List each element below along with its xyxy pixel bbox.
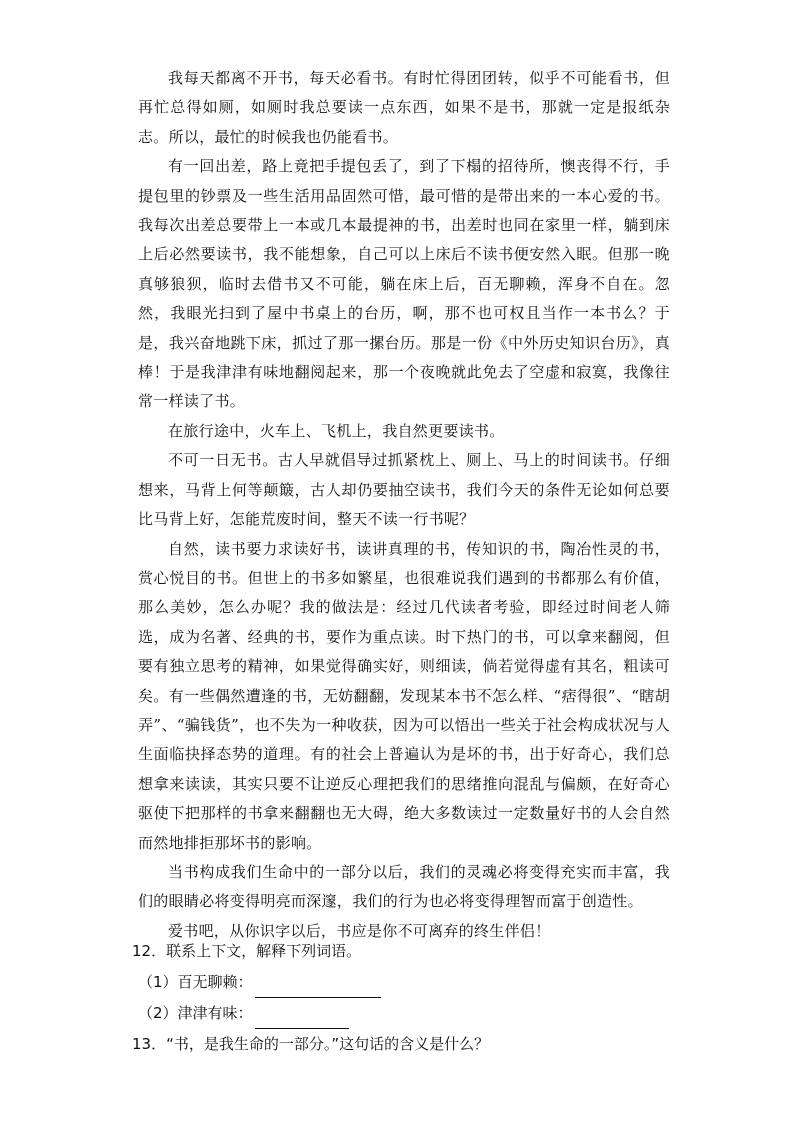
answer-blank-2[interactable] (255, 1008, 349, 1029)
passage-paragraph-7: 爱书吧，从你识字以后，书应是你不可离弃的终生伴侣！ (168, 921, 551, 940)
passage-paragraph-5: 自然，读书要力求读好书，读讲真理的书，传知识的书，陶冶性灵的书，赏心悦目的书。但世上的书多如繁星，也很难说我们遇到的书都那么有价值，那么美妙，怎么办呢？我的做法是：经过几代读者考验，即经过时间老人筛选，成为名著、经典的书，要作为重点读。时下热门的书，可以拿来翻阅，但要有独立思考的精神，如果觉得确实好，则细读，倘若觉得虚有其名，粗读可矣。有一些偶然遭逢的书，无妨翻翻，发现某本书不怎么样、“痞得很”、“瞎胡弄”、“骗钱货”，也不失为一种收获，因为可以悟出一些关于社会构成状况与人生面临抉择态势的道理。有的社会上普遍认为是坏的书，出于好奇心，我们总想拿来读读，其实只要不让逆反心理把我们的思绪推向混乱与偏颇，在好奇心驱使下把那样的书拿来翻翻也无大碍，绝大多数读过一定数量好书的人会自然而然地排拒那坏书的影响。 (138, 539, 670, 852)
passage-paragraph-6: 当书构成我们生命中的一部分以后，我们的灵魂必将变得充实而丰富，我们的眼睛必将变得明亮而深邃，我们的行为也必将变得理智而富于创造性。 (138, 862, 670, 911)
passage-paragraph-3: 在旅行途中，火车上、飞机上，我自然更要读书。 (168, 421, 505, 440)
answer-blank-1[interactable] (255, 977, 381, 998)
question-12-item-2 (132, 998, 692, 1029)
question-12-item-2-label: （2）津津有味： (138, 1004, 253, 1022)
question-12-item-1-label: （1）百无聊赖： (138, 973, 253, 991)
passage-paragraph-2: 有一回出差，路上竟把手提包丢了，到了下榻的招待所，懊丧得不行，手提包里的钞票及一些生活用品固然可惜，最可惜的是带出来的一本心爱的书。我每次出差总要带上一本或几本最提神的书，出差时也同在家里一样，躺到床上后必然要读书，我不能想象，自己可以上床后不读书便安然入眠。但那一晚真够狼狈，临时去借书又不可能，躺在床上后，百无聊赖，浑身不自在。忽然，我眼光扫到了屋中书桌上的台历，啊，那不也可权且当作一本书么？于是，我兴奋地跳下床，抓过了那一摞台历。那是一份《中外历史知识台历》，真棒！于是我津津有味地翻阅起来，那一个夜晚就此免去了空虚和寂寞，我像往常一样读了书。 (138, 157, 670, 411)
passage-paragraph-4: 不可一日无书。古人早就倡导过抓紧枕上、厕上、马上的时间读书。仔细想来，马背上何等颠簸，古人却仍要抽空读书，我们今天的条件无论如何总要比马背上好，怎能荒废时间，整天不读一行书呢？ (138, 451, 670, 529)
question-section (132, 936, 692, 1060)
question-13-stem: 13．“书，是我生命的一部分。”这句话的含义是什么？ (132, 1035, 490, 1053)
reading-passage (138, 64, 670, 946)
passage-paragraph-1: 我每天都离不开书，每天必看书。有时忙得团团转，似乎不可能看书，但再忙总得如厕，如厕时我总要读一点东西，如果不是书，那就一定是报纸杂志。所以，最忙的时候我也仍能看书。 (138, 69, 670, 146)
question-12-stem: 12．联系上下文，解释下列词语。 (132, 942, 362, 960)
question-12-item-1 (132, 967, 692, 998)
